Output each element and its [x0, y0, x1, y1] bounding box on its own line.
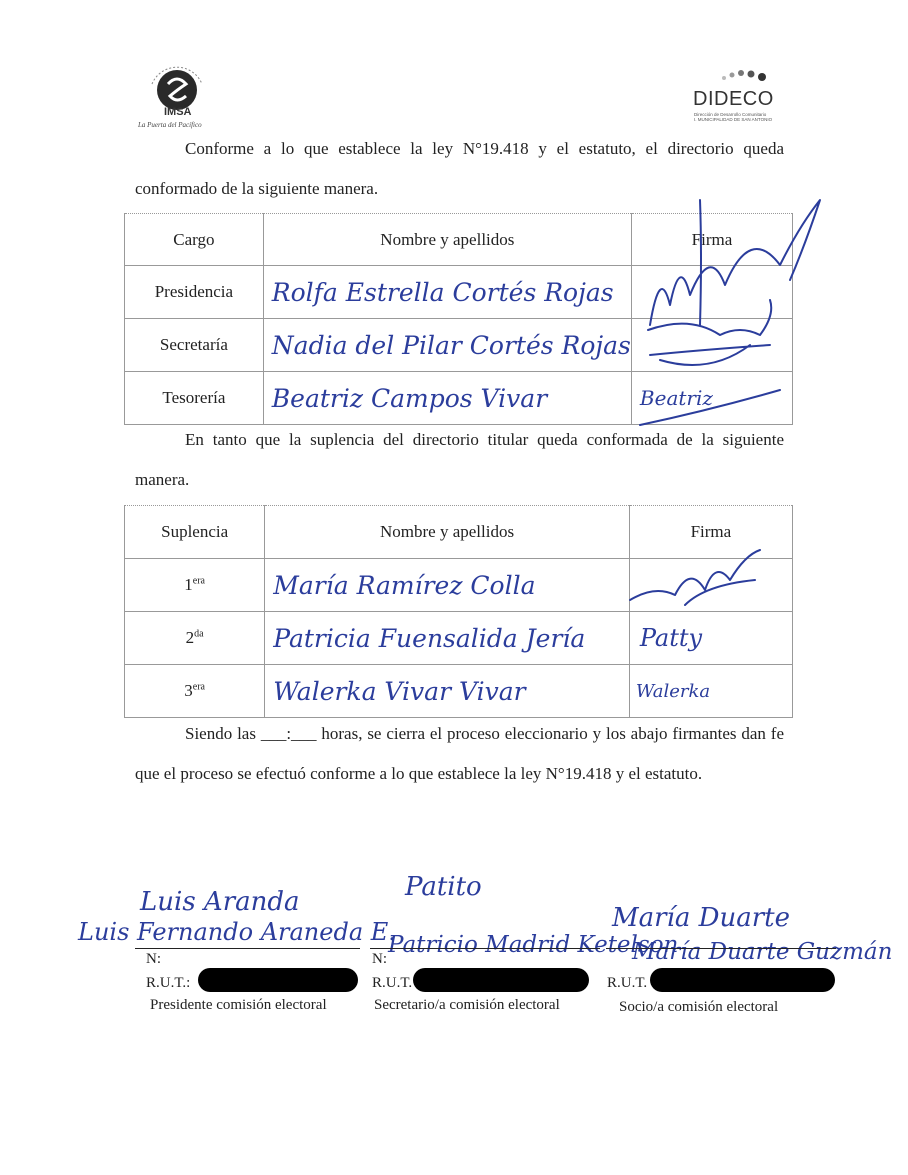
- signature-scribble-first-suplencia: [630, 550, 760, 605]
- dideco-subtitle-1: Dirección de Desarrollo Comunitario: [694, 112, 767, 117]
- nombre-cell: [265, 612, 630, 665]
- suplencia-signature-drawing: [625, 545, 775, 615]
- signature-scribble-presidencia: [650, 200, 820, 325]
- handwritten-signature: Beatriz: [639, 386, 713, 410]
- closing-paragraph: Siendo las ___:___ horas, se cierra el proceso eleccionario y los abajo firmantes dan fe que el proceso se efectuó conforme a lo que establece la ley N°19.418 y el estatuto.: [135, 724, 784, 783]
- cargo-cell: Presidencia: [125, 266, 264, 319]
- header-nombre: Nombre y apellidos: [265, 506, 630, 559]
- nombre-cell: [263, 266, 631, 319]
- dideco-dots-icon: [716, 66, 776, 84]
- imsa-logo: [130, 60, 225, 135]
- suplencia-number-cell: [125, 559, 265, 612]
- signature-scribble-secretaria: [648, 300, 771, 365]
- suplencia-number: 1: [184, 575, 193, 594]
- suplencia-ordinal: da: [194, 628, 204, 640]
- firma-cell: [629, 665, 792, 718]
- imsa-name: IMSA: [164, 106, 192, 118]
- suplencia-number: 3: [184, 681, 193, 700]
- signature-line-2: [370, 948, 600, 949]
- handwritten-signature-1: Luis Aranda: [140, 887, 300, 917]
- imsa-tagline: La Puerta del Pacífico: [138, 121, 202, 129]
- handwritten-signature-3: María Duarte: [612, 903, 790, 933]
- nombre-cell: [265, 665, 630, 718]
- suplencia-number-cell: [125, 665, 265, 718]
- handwritten-name-3: María Duarte Guzmán: [632, 939, 893, 965]
- suplencia-ordinal: era: [192, 575, 205, 587]
- dideco-subtitle-2: I. MUNICIPALIDAD DE SAN ANTONIO: [694, 117, 773, 122]
- handwritten-name-1: Luis Fernando Araneda E.: [78, 918, 396, 946]
- cargo-cell: Secretaría: [125, 319, 264, 372]
- rut-label-2: R.U.T.: [372, 975, 413, 991]
- table-row: [125, 612, 793, 665]
- dideco-logo: [688, 66, 788, 126]
- header-nombre: Nombre y apellidos: [263, 214, 631, 266]
- intro-paragraph: Conforme a lo que establece la ley N°19.418 y el estatuto, el directorio queda conformado de la siguiente manera.: [135, 139, 784, 198]
- nombre-cell: [265, 559, 630, 612]
- handwritten-name: Beatriz Campos Vivar: [271, 383, 548, 413]
- header-suplencia: Suplencia: [125, 506, 265, 559]
- rut-label-1: R.U.T.:: [146, 975, 191, 991]
- suplencia-number: 2: [185, 628, 195, 647]
- redacted-rut-1: [198, 968, 358, 992]
- directorio-signatures-drawing: [630, 185, 830, 430]
- handwritten-name: Nadia del Pilar Cortés Rojas: [271, 330, 631, 360]
- handwritten-name: Patricia Fuensalida Jería: [273, 623, 586, 653]
- handwritten-name-2: Patricio Madrid Ketelson: [388, 932, 679, 958]
- firma-cell: [629, 612, 792, 665]
- n-label-1: N:: [146, 951, 161, 967]
- role-2: Secretario/a comisión electoral: [374, 997, 560, 1013]
- handwritten-signature-2: Patito: [405, 872, 482, 902]
- suplencia-intro-paragraph: En tanto que la suplencia del directorio titular queda conformada de la siguiente manera.: [135, 430, 784, 489]
- signature-line-3: [606, 948, 836, 949]
- header-firma: Firma: [629, 506, 792, 559]
- dideco-name: DIDECO: [693, 88, 774, 110]
- nombre-cell: [263, 372, 631, 425]
- redacted-rut-3: [650, 968, 835, 992]
- role-1: Presidente comisión electoral: [150, 997, 327, 1013]
- table-row: [125, 665, 793, 718]
- suplencia-ordinal: era: [192, 681, 205, 693]
- handwritten-signature: Walerka: [635, 680, 711, 702]
- suplencia-number-cell: [125, 612, 265, 665]
- handwritten-name: Walerka Vivar Vivar: [273, 676, 526, 706]
- signature-line-1: [135, 948, 360, 949]
- handwritten-signature: Patty: [639, 624, 703, 652]
- role-3: Socio/a comisión electoral: [619, 999, 779, 1015]
- handwritten-name: Rolfa Estrella Cortés Rojas: [271, 277, 614, 307]
- cargo-cell: Tesorería: [125, 372, 264, 425]
- redacted-rut-2: [413, 968, 589, 992]
- nombre-cell: [263, 319, 631, 372]
- handwritten-name: María Ramírez Colla: [273, 570, 536, 600]
- header-firma: Firma: [631, 214, 792, 266]
- header-cargo: Cargo: [125, 214, 264, 266]
- n-label-2: N:: [372, 951, 387, 967]
- rut-label-3: R.U.T.: [607, 975, 648, 991]
